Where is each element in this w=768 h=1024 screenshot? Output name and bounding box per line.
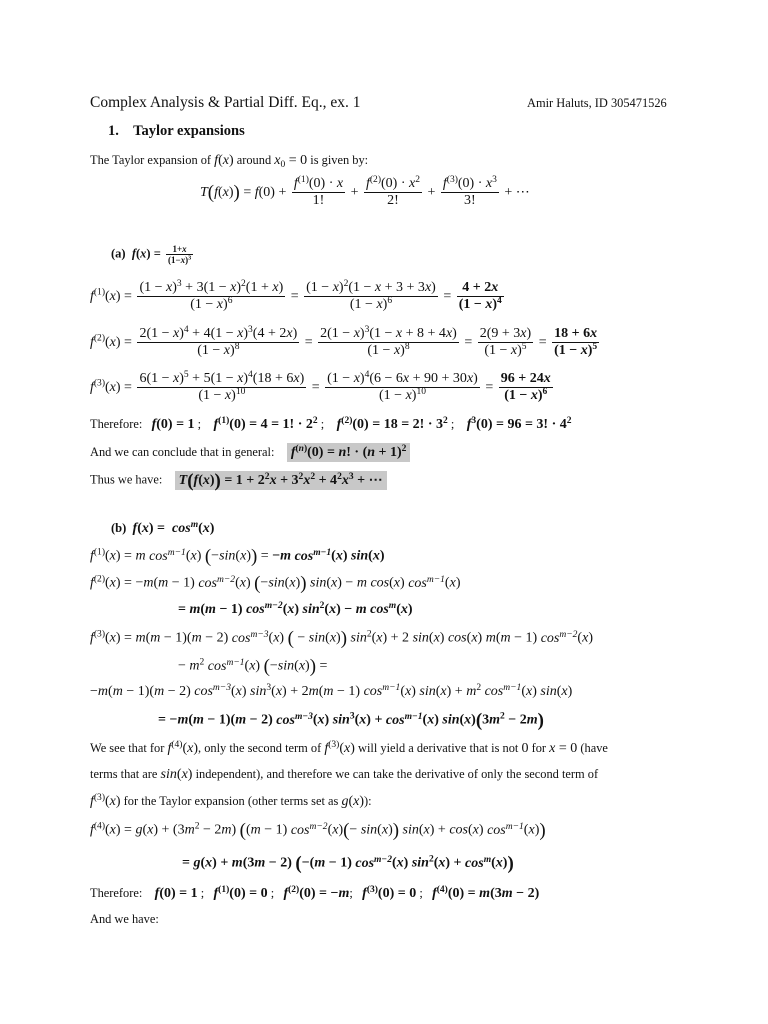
taylor-series-result-highlight: $T(f(x)) = 1 + 2^2x + 3^2x^2 + 4^2x^3$ + ⋯ (175, 471, 387, 490)
third-derivative-a: $f^{(3)}(x)$ = $\frac{6(1 - x)^5 + 5(1 - x)^4(18 + 6x)}{(1 - x)^{10}}$ = $\frac{(1 - x)^4(6 - 6x + 90 + 30x)}{(1 - x)^{10}}$ = $\frac{96 + 24x}{(1 - x)^6}$ (90, 369, 551, 404)
taylor-series-result-line: Thus we have: $T(f(x)) = 1 + 2^2x + 3^2x^2 + 4^2x^3$ + ⋯ (90, 472, 387, 491)
observation-line-1: We see that for $f^{(4)}(x)$, only the second term of $f^{(3)}(x)$ will yield a derivative that is not 0 for x = 0 (have (90, 739, 608, 756)
third-derivative-b-expanded: −m(m − 1)(m − 2) $\cos^{m-3}(x) \sin^3(x) + 2m(m - 1)$ $\cos^{m-1}(x) \sin(x) + m^2$ $\cos^{m-1}(x)$ sin(x) (90, 682, 573, 699)
section-title: Taylor expansions (133, 123, 245, 139)
part-b-label: (b) (111, 521, 127, 535)
first-derivative-a: $f^{(1)}(x)$ = $\frac{(1 - x)^3 + 3(1 - x)^2(1 + x)}{(1 - x)^6}$ = $\frac{(1 - x)^2(1 - x + 3 + 3x)}{(1 - x)^6}$ = $\frac{4 + 2x}{(1 - x)^4}$ (90, 278, 502, 313)
general-formula-highlight: $f^{(n)}(0) = n$! · $(n + 1)^2$ (287, 443, 411, 462)
part-b-heading: (b) $f(x) = \cos^m(x)$ (111, 519, 215, 536)
observation-line-2: terms that are sin(x) independent), and therefore we can take the derivative of only the second term of (90, 767, 599, 782)
math-fx: f(x) (214, 153, 234, 168)
second-derivative-b-simplified: = m(m − 1) $\cos^{m-2}(x) \sin^2(x) - m$ $\cos^m(x)$ (178, 600, 413, 617)
second-derivative-a: $f^{(2)}(x)$ = $\frac{2(1 - x)^4 + 4(1 - x)^3(4 + 2x)}{(1 - x)^8}$ = $\frac{2(1 - x)^3(1 - x + 8 + 4x)}{(1 - x)^8}$ = $\frac{2(9 + 3x)}{(1 - x)^5}$ = $\frac{18 + 6x}{(1 - x)^5}$ (90, 324, 598, 359)
fourth-derivative-b-simplified: = g(x) + m(3m − 2) (−(m − 1) $\cos^{m-2}(x) \sin^2(x) + \cos^m(x)$) (182, 853, 514, 874)
math-x0: $x_0 = 0$ (274, 153, 308, 170)
second-derivative-b: $f^{(2)}(x) = -m(m - 1)$ $\cos^{m-2}(x)$ (−sin(x)) sin(x) − m cos(x) $\cos^{m-1}(x)$ (90, 573, 461, 594)
author-id: Amir Haluts, ID 305471526 (527, 96, 667, 110)
part-a-label: (a) (111, 246, 126, 261)
and-we-have: And we have: (90, 912, 159, 926)
third-derivative-b-simplified: = −m(m − 1)(m − 2) $\cos^{m-3}(x) \sin^3(x) + \cos^{m-1}(x) \sin(x)(3m^2 - 2m)$ (158, 710, 544, 731)
part-a-heading: (a) f(x) = $\frac{1+x}{(1-x)^3}$ (111, 244, 192, 266)
document-title: Complex Analysis & Partial Diff. Eq., ex. 1 (90, 94, 361, 111)
first-derivative-b: $f^{(1)}(x) = m$ $\cos^{m-1}(x) (-\sin(x)) = -m$ $\cos^{m-1}(x)$ sin(x) (90, 546, 385, 567)
taylor-formula: T(f(x)) = f(0) + $\frac{f^{(1)}(0) \cdot x}{1!}$ + $\frac{f^{(2)}(0) \cdot x^2}{2!}$ + $\frac{f^{(3)}(0) \cdot x^3}{3!}$ + ⋯ (200, 174, 530, 209)
third-derivative-b: $f^{(3)}(x) = m(m - 1)(m - 2)$ $\cos^{m-3}(x)$ ( − sin(x)) $\sin^2(x) + 2$ sin(x) cos(x) m(m − 1) $\cos^{m-2}(x)$ (90, 628, 593, 649)
section-number: 1. (108, 123, 119, 139)
part-b-values: Therefore: f(0) = 1 ; $f^{(1)}(0) = 0$ ; $f^{(2)}(0) = -m$; $f^{(3)}(0) = 0$ ; $f^{(4)}(0) = m(3m - 2)$ (90, 884, 540, 901)
part-a-values: Therefore: f(0) = 1 ; $f^{(1)}(0) = 4 = 1$! · $2^2$ ; $f^{(2)}(0) = 18 = 2$! · $3^2$ ; $f^3(0) = 96 = 3$! · $4^2$ (90, 415, 572, 432)
third-derivative-b-cont: − $m^2$ $\cos^{m-1}(x) (-\sin(x))$ = (178, 656, 328, 677)
section-heading (108, 124, 245, 139)
intro-sentence: The Taylor expansion of f(x) around $x_0 = 0$ is given by: (90, 153, 369, 170)
general-formula-line: And we can conclude that in general: $f^{(n)}(0) = n$! · $(n + 1)^2$ (90, 446, 410, 460)
fourth-derivative-b: $f^{(4)}(x) = g(x) + (3m^2 - 2m) ((m - 1)$ $\cos^{m-2}(x)(- \sin(x)) \sin(x) + \cos(x)$ $\cos^{m-1}(x)$) (90, 820, 546, 841)
observation-line-3: $f^{(3)}(x)$ for the Taylor expansion (other terms set as g(x)): (90, 792, 372, 809)
